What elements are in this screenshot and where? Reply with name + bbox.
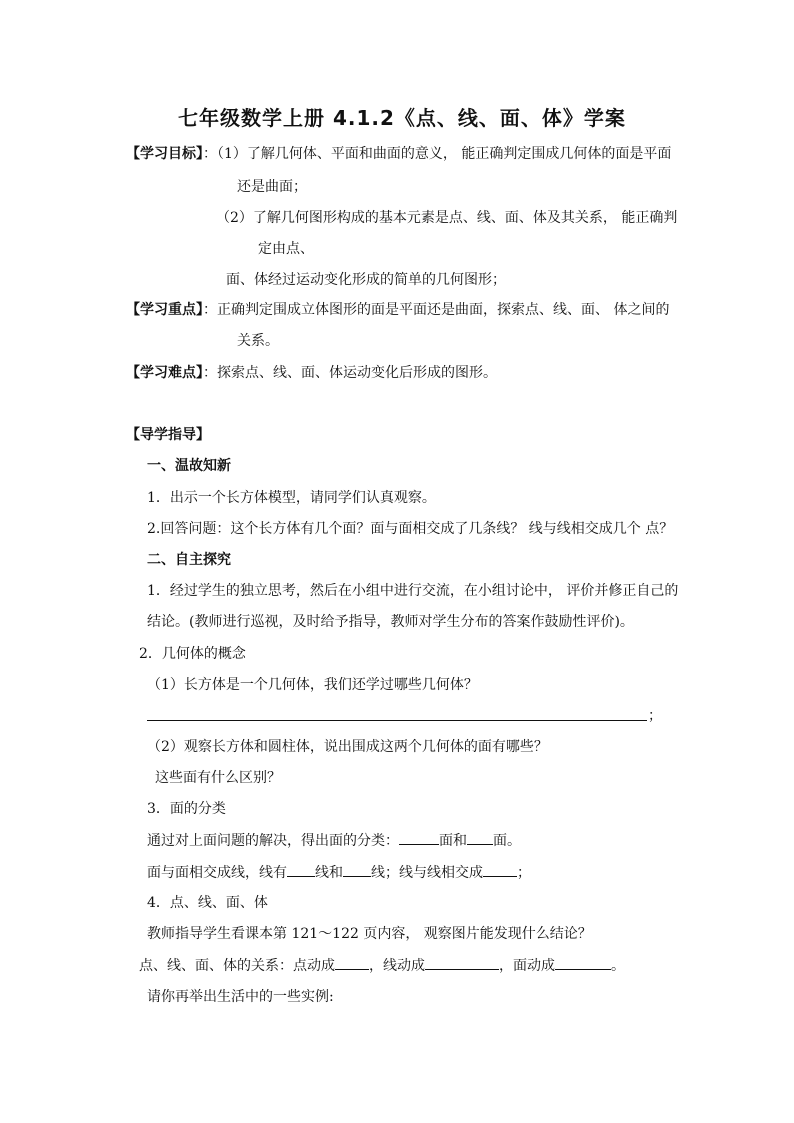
face-classification-text: 通过对上面问题的解决，得出面的分类： [147,833,399,849]
s1-item1: 1．出示一个长方体模型，请同学们认真观察。 [147,490,436,506]
line-and-text: 线和 [315,865,343,881]
difficulties-label: 【学习难点】 [126,365,203,381]
section1-title: 一、温故知新 [147,458,231,474]
answer-blank-geometric-bodies[interactable] [147,720,647,721]
s2-item3-sentence2 [147,862,531,883]
s2-q1: （1）长方体是一个几何体，我们还学过哪些几何体？ [147,677,478,693]
s2-item1-cont: 结论。(教师进行巡视，及时给予指导，教师对学生分布的答案作鼓励性评价)。 [147,614,634,630]
s2-q2-cont: 这些面有什么区别？ [155,770,281,786]
key-points-text: ：正确判定围成立体图形的面是平面还是曲面，探索点、线、面、 体之间的 [203,302,670,318]
blank-intersection[interactable] [483,862,517,877]
key-points-line-1 [126,300,669,320]
difficulties-line [126,363,497,383]
s2-item1: 1．经过学生的独立思考，然后在小组中进行交流，在小组讨论中， 评价并修正自己的 [147,583,679,599]
blank-face-type-2[interactable] [467,830,493,845]
line-motion-text: ，线动成 [369,958,425,974]
line-types-text: 面与面相交成线，线有 [147,865,287,881]
point-motion-text: 点、线、面、体的关系：点动成 [139,958,335,974]
objectives-item1-text: ：（1）了解几何体、平面和曲面的意义， 能正确判定围成几何体的面是平面 [203,146,672,162]
face-and-text: 面和 [439,833,467,849]
s2-item2: 2．几何体的概念 [139,646,246,662]
objectives-item2-cont: 定由点、 [258,241,314,257]
objectives-item2-text: （2）了解几何图形构成的基本元素是点、线、面、体及其关系， 能正确判 [216,210,678,226]
s2-item4-textbook: 教师指导学生看课本第 121～122 页内容， 观察图片能发现什么结论？ [147,926,592,942]
difficulties-text: ：探索点、线、面、体运动变化后形成的图形。 [203,365,497,381]
s2-item4-relations [139,955,625,976]
face-end-text: 面。 [493,833,521,849]
s2-item4: 4．点、线、面、体 [147,895,268,911]
objectives-item2-cont2: 面、体经过运动变化形成的简单的几何图形； [226,272,506,288]
blank-face-motion[interactable] [555,955,611,970]
line-intersect-text: 线；线与线相交成 [371,865,483,881]
guide-label: 【导学指导】 [126,427,210,443]
s2-item3: 3．面的分类 [147,801,226,817]
s2-item3-sentence1 [147,830,521,851]
objectives-label: 【学习目标】 [126,146,203,162]
s2-q1-end: ； [648,708,662,724]
face-motion-text: ，面动成 [499,958,555,974]
objectives-line-1 [126,144,671,164]
page-title: 七年级数学上册 4.1.2《点、线、面、体》学案 [178,106,626,130]
relations-end-text: 。 [611,958,625,974]
semicolon-text: ； [517,865,531,881]
key-points-label: 【学习重点】 [126,302,203,318]
blank-face-type-1[interactable] [399,830,439,845]
blank-line-type-1[interactable] [287,862,315,877]
blank-point-motion[interactable] [335,955,369,970]
s2-q2: （2）观察长方体和圆柱体，说出围成这两个几何体的面有哪些？ [147,739,548,755]
s2-item4-examples: 请你再举出生活中的一些实例: [147,989,334,1005]
objectives-item1-cont: 还是曲面； [237,179,307,195]
blank-line-motion[interactable] [425,955,499,970]
blank-line-type-2[interactable] [343,862,371,877]
key-points-cont: 关系。 [237,333,279,349]
section2-title: 二、自主探究 [147,552,231,568]
s1-item2: 2.回答问题：这个长方体有几个面？面与面相交成了几条线？ 线与线相交成几个 点？ [147,521,674,537]
